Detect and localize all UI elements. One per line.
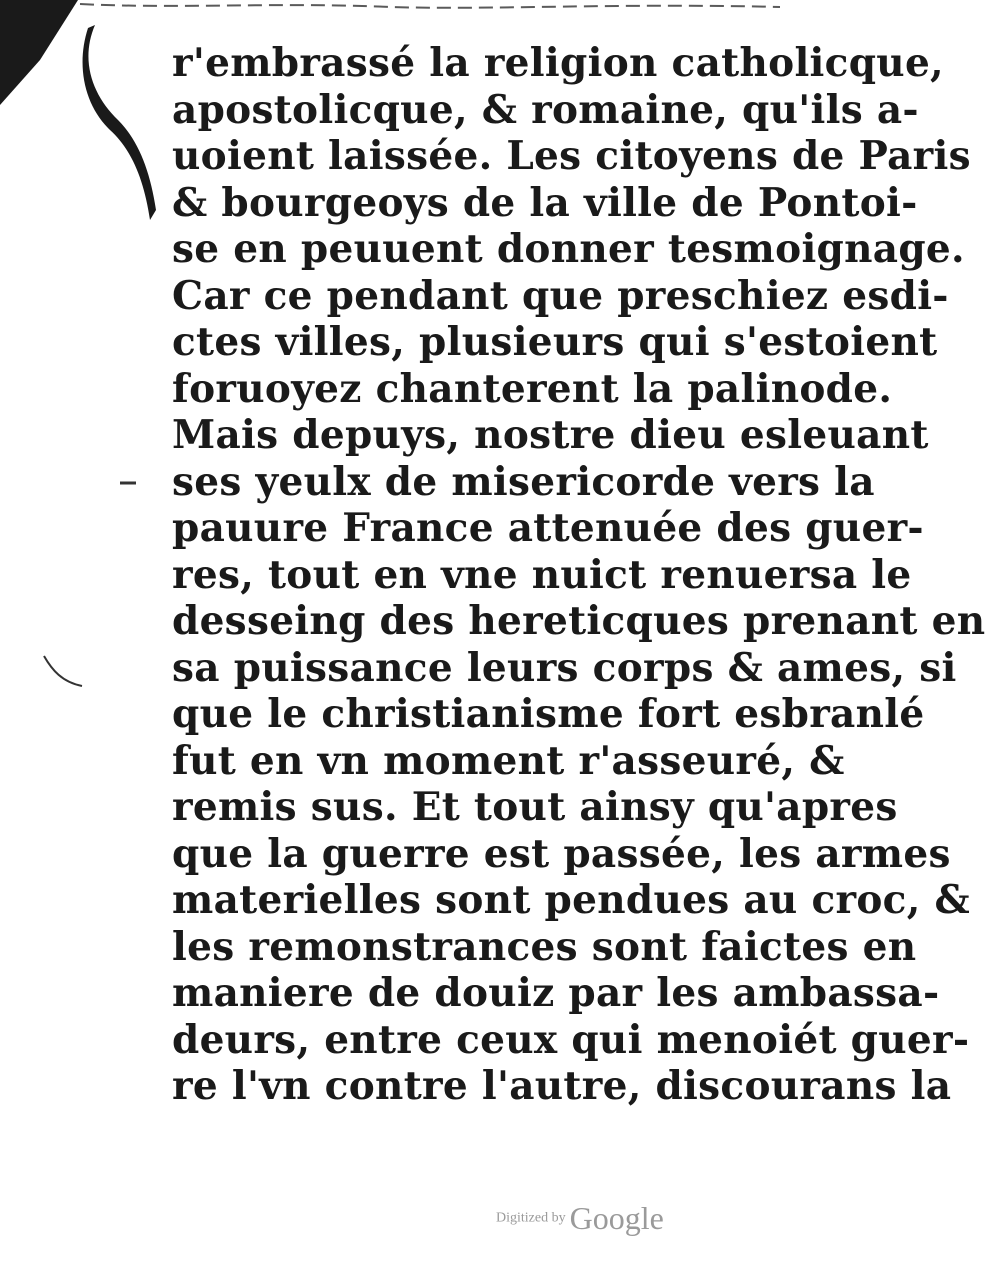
text-line: apostolicque, & romaine, qu'ils a- <box>172 86 919 133</box>
margin-dash <box>118 478 138 488</box>
text-line: desseing des hereticques prenant en <box>172 598 985 644</box>
text-line: Mais depuys, nostre dieu esleuant <box>172 412 929 458</box>
text-line: remis sus. Et tout ainsy qu'apres <box>172 784 898 830</box>
text-line: materielles sont pendues au croc, & <box>172 877 970 923</box>
text-line: ses yeulx de misericorde vers la <box>172 458 875 505</box>
text-line: ctes villes, plusieurs qui s'estoient <box>172 319 938 365</box>
text-line: re l'vn contre l'autre, discourans la <box>172 1063 952 1109</box>
margin-speck <box>38 650 88 695</box>
text-line: foruoyez chanterent la palinode. <box>172 365 893 412</box>
margin-ink-stroke <box>70 20 180 230</box>
cropped-header-trace <box>60 0 810 12</box>
text-line: r'embrassé la religion catholicque, <box>172 40 944 86</box>
text-line: res, tout en vne nuict renuersa le <box>172 551 912 598</box>
watermark-prefix: Digitized by <box>496 1210 566 1226</box>
text-line: deurs, entre ceux qui menoiét guer- <box>172 1016 970 1063</box>
text-line: se en peuuent donner tesmoignage. <box>172 226 965 272</box>
text-line: que le christianisme fort esbranlé <box>172 691 925 737</box>
text-line: que la guerre est passée, les armes <box>172 830 951 877</box>
page-edge-shadow <box>0 0 80 110</box>
text-line: & bourgeoys de la ville de Pontoi- <box>172 179 918 226</box>
text-line: Car ce pendant que preschiez esdi- <box>172 272 949 319</box>
digitized-watermark <box>496 1200 696 1246</box>
watermark-brand: Google <box>569 1200 664 1236</box>
text-line: pauure France attenuée des guer- <box>172 505 924 551</box>
body-text <box>172 40 985 1110</box>
text-line: uoient laissée. Les citoyens de Paris <box>172 133 971 179</box>
text-line: sa puissance leurs corps & ames, si <box>172 644 957 691</box>
text-line: les remonstrances sont faictes en <box>172 923 917 970</box>
text-line: fut en vn moment r'asseuré, & <box>172 737 845 784</box>
text-line: maniere de douiz par les ambassa- <box>172 970 940 1016</box>
